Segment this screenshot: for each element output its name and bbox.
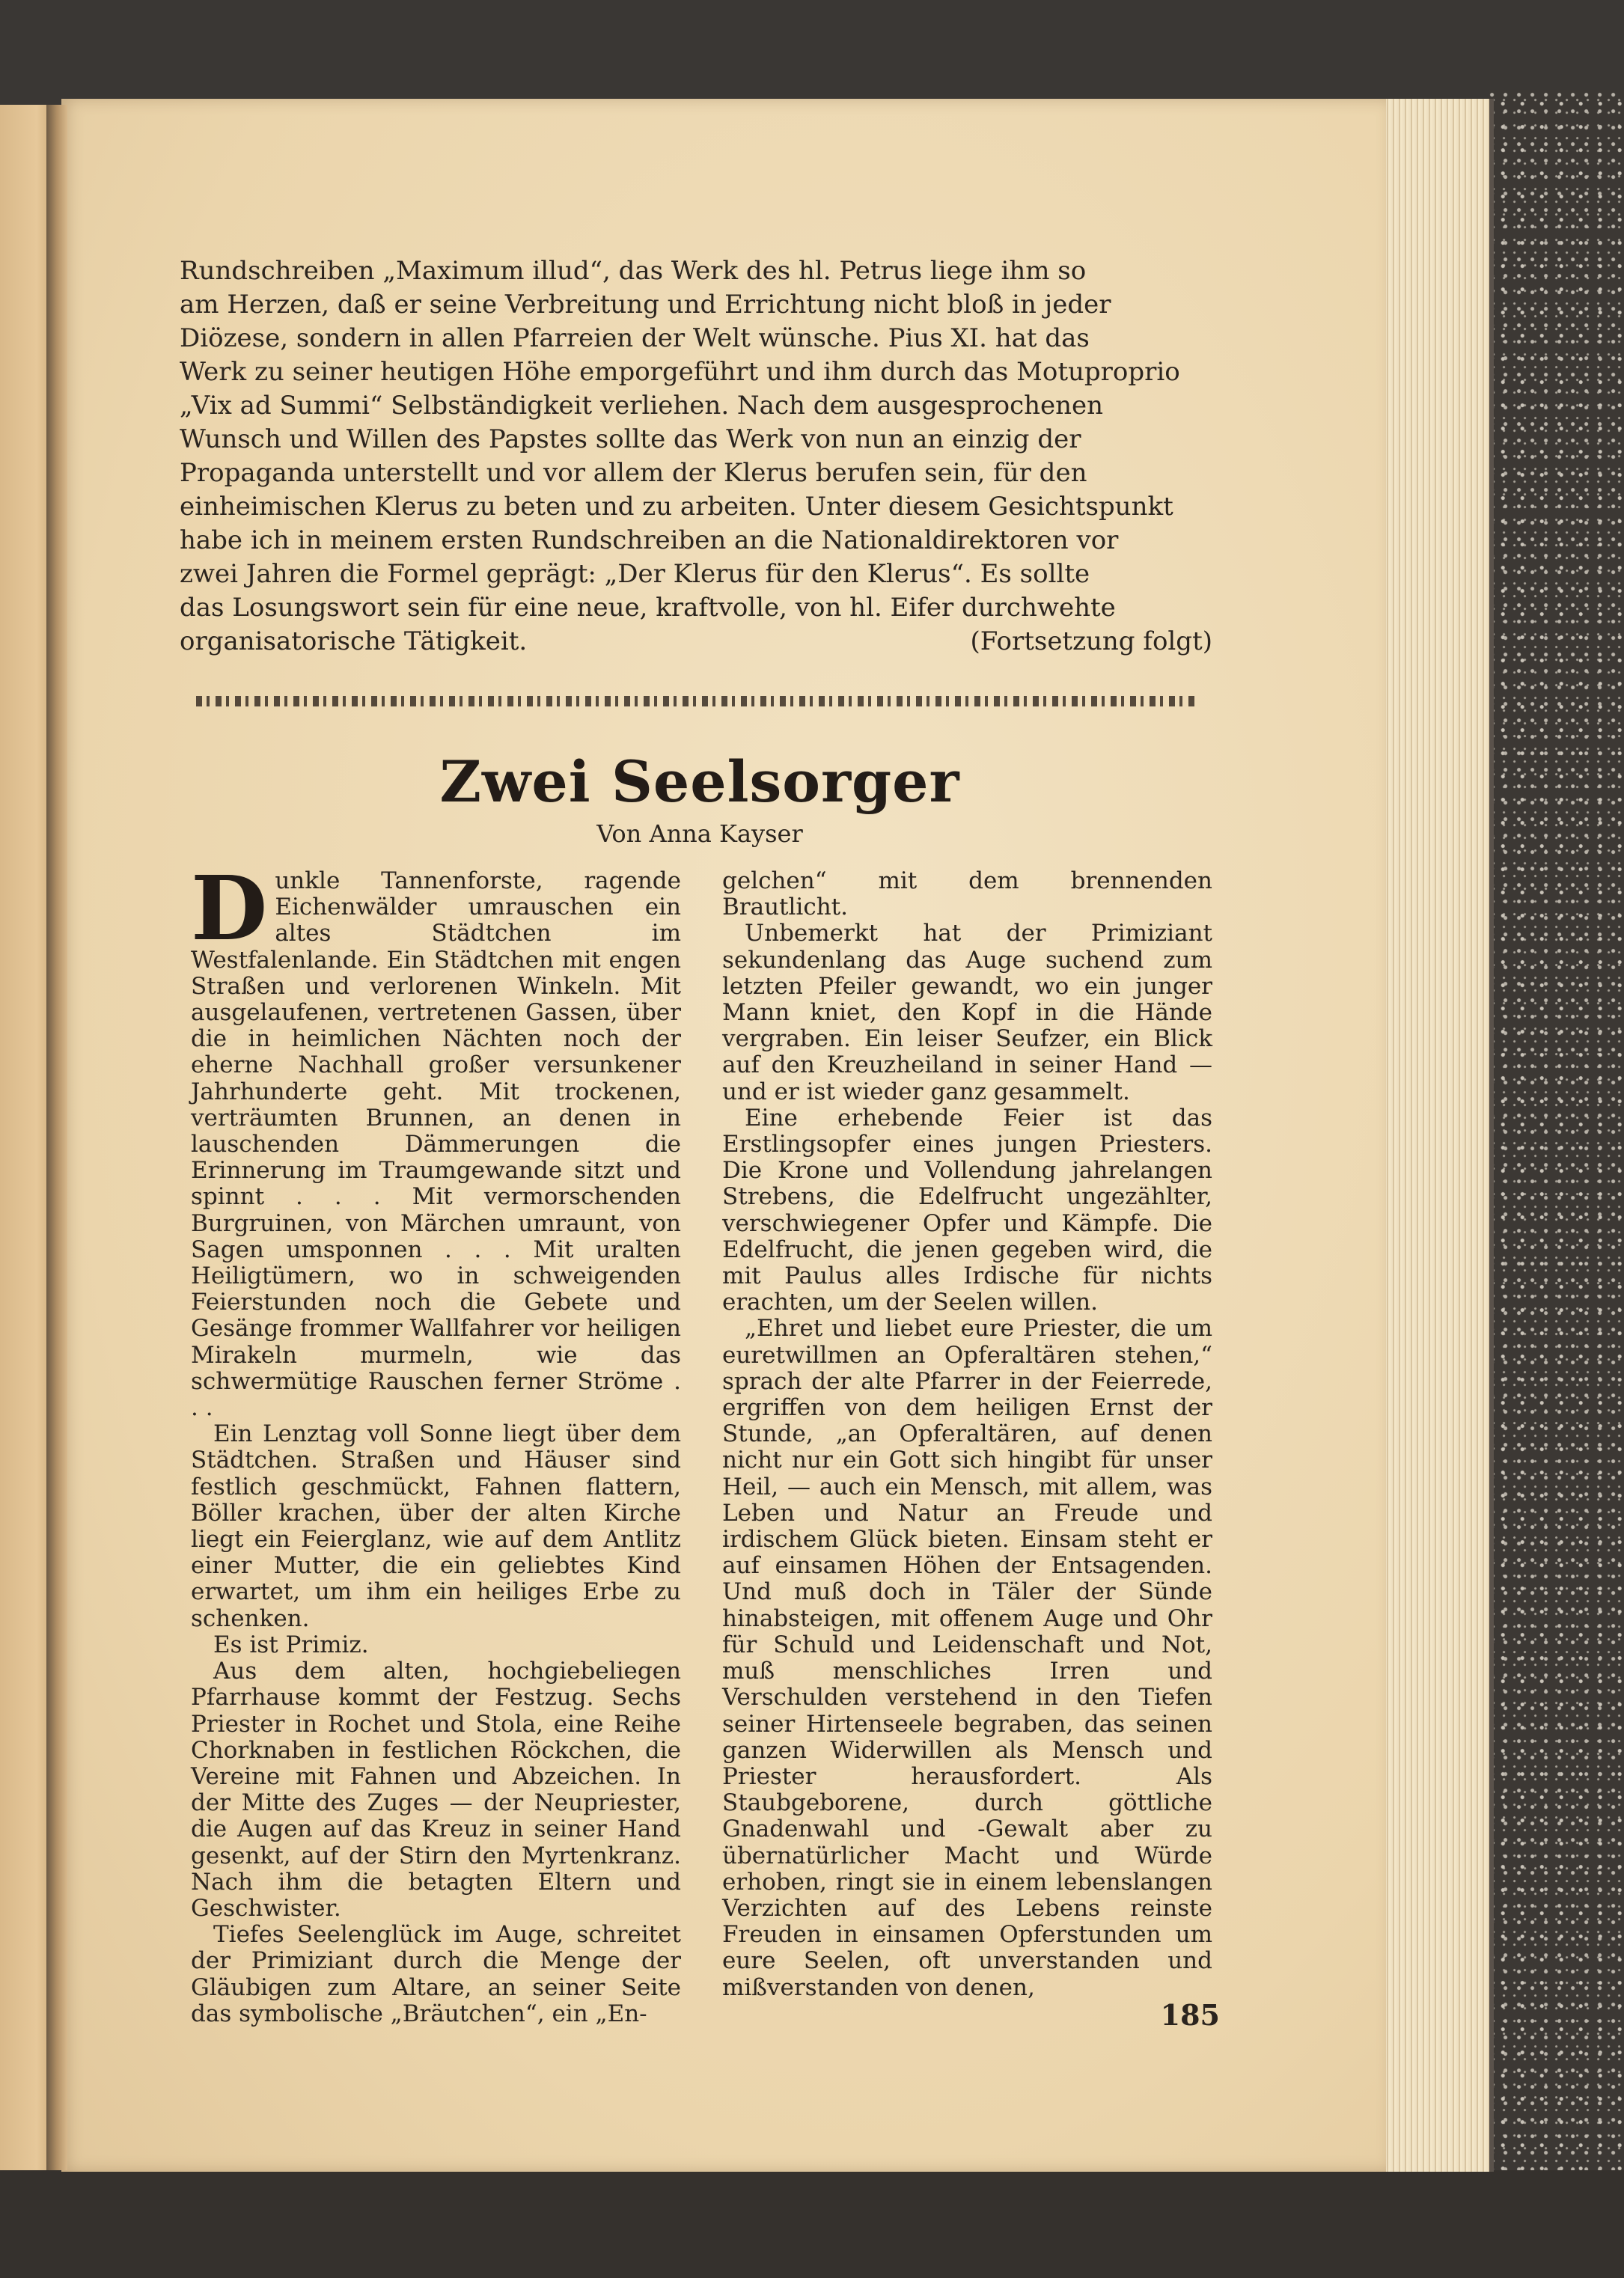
paragraph: Aus dem alten, hochgiebeliegen Pfarrhause kommt der Festzug. Sechs Priester in Rochet und Stola, eine Reihe Chorknaben in festlichen Röckchen, die Vereine mit Fahnen und Abzeichen. In der Mitte des Zuges — der Neupriester, die Augen auf das Kreuz in seiner Hand gesenkt, auf der Stirn den Myrtenkranz. Nach ihm die betagten Eltern und Geschwister. bbox=[191, 1658, 681, 1922]
page-number: 185 bbox=[1160, 1998, 1220, 2032]
paragraph: Es ist Primiz. bbox=[213, 1631, 369, 1658]
paragraph: Unbemerkt hat der Primiziant sekundenlang das Auge suchend zum letzten Pfeiler gewandt, wo ein junger Mann kniet, den Kopf in die Hände vergraben. Ein leiser Seufzer, ein Blick auf den Kreuzheiland in seiner Hand — und er ist wieder ganz gesammelt. bbox=[722, 920, 1212, 1105]
article-column-left bbox=[191, 856, 681, 2027]
paragraph: „Ehret und liebet eure Priester, die um euretwillmen an Opferaltären stehen,“ sprach der alte Pfarrer in der Feierrede, ergriffen von dem heiligen Ernst der Stunde, „an Opferaltären, auf denen nicht nur ein Gott sich hingibt für unser Heil, — auch ein Mensch, mit allem, was Leben und Natur an Freude und irdischem Glück bieten. Einsam steht er auf einsamen Höhen der Entsagenden. Und muß doch in Täler der Sünde hinabsteigen, mit offenem Auge und Ohr für Schuld und Leidenschaft und Not, muß menschliches Irren und Verschulden verstehend in den Tiefen seiner Hirtenseele begraben, das seinen ganzen Widerwillen als Mensch und Priester herausfordert. Als Staubgeborene, durch göttliche Gnadenwahl und -Gewalt aber zu übernatürlicher Macht und Würde erhoben, ringt sie in einem lebenslangen Verzichten auf des Lebens reinste Freuden in einsamen Opferstunden um eure Seelen, oft unverstanden und mißverstanden von denen, bbox=[722, 1315, 1212, 2001]
article-byline: Von Anna Kayser bbox=[596, 819, 803, 848]
text-line: Werk zu seiner heutigen Höhe emporgeführt und ihm durch das Motuproprio bbox=[180, 357, 1180, 387]
text-line: Propaganda unterstellt und vor allem der Klerus berufen sein, für den bbox=[180, 458, 1087, 488]
dropcap: D bbox=[191, 856, 268, 960]
gutter bbox=[46, 105, 67, 2170]
text-line: habe ich in meinem ersten Rundschreiben an die Nationaldirektoren vor bbox=[180, 525, 1119, 555]
paragraph-text: unkle Tannenforste, ragende Eichenwälder umrauschen ein altes Städtchen im Westfalenlande. Ein Städtchen mit engen Straßen und verlorenen Winkeln. Mit ausgelaufenen, vertretenen Gassen, über die in heimlichen Nächten noch der eherne Nachhall großer versunkener Jahrhunderte geht. Mit trockenen, verträumten Brunnen, an denen in lauschenden Dämmerungen die Erinnerung im Traumgewande sitzt und spinnt . . . Mit vermorschenden Burgruinen, von Märchen umraunt, von Sagen umsponnen . . . Mit uralten Heiligtümern, wo in schweigenden Feierstunden noch die Gebete und Gesänge frommer Wallfahrer vor heiligen Mirakeln murmeln, wie das schwermütige Rauschen ferner Ströme . . . bbox=[191, 867, 681, 1422]
paragraph: Tiefes Seelenglück im Auge, schreitet der Primiziant durch die Menge der Gläubigen zum Altare, an seiner Seite das symbolische „Bräutchen“, ein „En- bbox=[191, 1921, 681, 2027]
background-top bbox=[0, 0, 1624, 112]
article-column-right bbox=[722, 868, 1212, 2001]
text-line: Diözese, sondern in allen Pfarreien der Welt wünsche. Pius XI. hat das bbox=[180, 323, 1090, 353]
article-title: Zwei Seelsorger bbox=[439, 748, 960, 815]
paragraph: Eine erhebende Feier ist das Erstlingsopfer eines jungen Priesters. Die Krone und Vollendung jahrelangen Strebens, die Edelfrucht ungezählter, verschwiegener Opfer und Kämpfe. Die Edelfrucht, die jenen gegeben wird, die mit Paulus alles Irdische für nichts erachten, um der Seelen willen. bbox=[722, 1104, 1212, 1316]
paragraph bbox=[191, 856, 681, 1422]
text-line: das Losungswort sein für eine neue, kraftvolle, von hl. Eifer durchwehte bbox=[180, 593, 1116, 623]
text-line: Rundschreiben „Maximum illud“, das Werk des hl. Petrus liege ihm so bbox=[180, 256, 1087, 286]
page-block-edges bbox=[1385, 99, 1494, 2172]
text-line: zwei Jahren die Formel geprägt: „Der Klerus für den Klerus“. Es sollte bbox=[180, 559, 1090, 589]
book-cover bbox=[1489, 90, 1624, 2170]
ornamental-divider bbox=[196, 696, 1199, 706]
paragraph: gelchen“ mit dem brennenden Brautlicht. bbox=[722, 867, 1212, 921]
paragraph: Ein Lenztag voll Sonne liegt über dem Städtchen. Straßen und Häuser sind festlich geschmückt, Fahnen flattern, Böller krachen, über der alten Kirche liegt ein Feierglanz, wie auf dem Antlitz einer Mutter, die ein geliebtes Kind erwartet, um ihm ein heiliges Erbe zu schenken. bbox=[191, 1420, 681, 1632]
background-bottom bbox=[0, 2163, 1624, 2278]
text-line: „Vix ad Summi“ Selbständigkeit verliehen. Nach dem ausgesprochenen bbox=[180, 391, 1104, 421]
text-line-last bbox=[180, 625, 1212, 659]
text-line: einheimischen Klerus zu beten und zu arbeiten. Unter diesem Gesichtspunkt bbox=[180, 492, 1173, 522]
continued-note: (Fortsetzung folgt) bbox=[970, 626, 1212, 656]
text-line: Wunsch und Willen des Papstes sollte das Werk von nun an einzig der bbox=[180, 424, 1081, 454]
last-line-text: organisatorische Tätigkeit. bbox=[180, 626, 528, 656]
continued-paragraph bbox=[180, 254, 1212, 659]
text-line: am Herzen, daß er seine Verbreitung und Errichtung nicht bloß in jeder bbox=[180, 290, 1111, 320]
